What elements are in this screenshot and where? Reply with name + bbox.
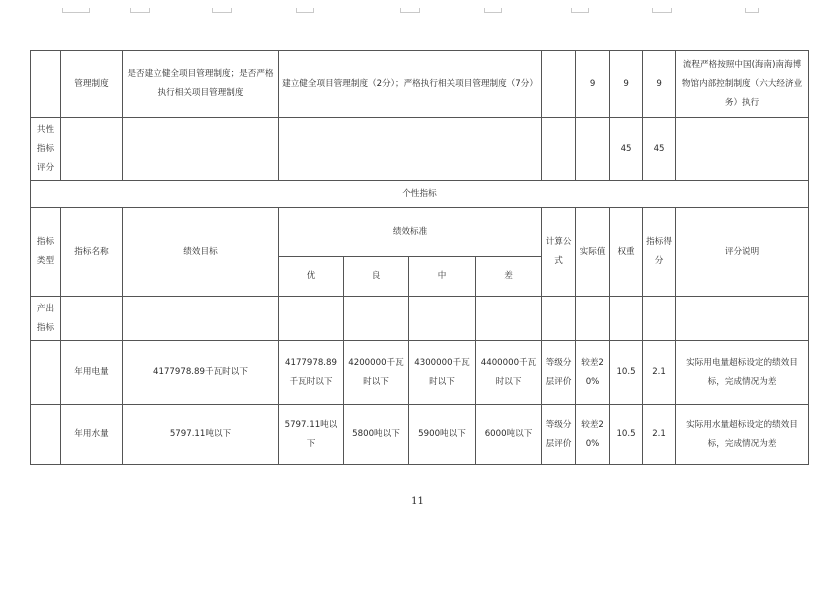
- note-cell: 流程严格按照中国(海南)南海博物馆内部控制制度（六大经济业务）执行: [676, 51, 809, 118]
- empty-cell: [542, 51, 576, 118]
- actual-cell: 较差20%: [576, 405, 610, 465]
- weight-cell: 10.5: [610, 405, 643, 465]
- output-label: 产出指标: [31, 297, 61, 341]
- scan-mark: [571, 8, 589, 13]
- scan-mark: [745, 8, 759, 13]
- empty-cell: [676, 297, 809, 341]
- empty-cell: [31, 405, 61, 465]
- indicator-name-cell: 年用电量: [61, 341, 123, 405]
- section-title: 个性指标: [31, 181, 809, 208]
- empty-cell: [542, 118, 576, 181]
- actual-cell: 较差20%: [576, 341, 610, 405]
- empty-cell: [61, 118, 123, 181]
- scan-mark: [484, 8, 502, 13]
- empty-cell: [676, 118, 809, 181]
- scan-mark: [62, 8, 90, 13]
- empty-cell: [409, 297, 476, 341]
- empty-cell: [610, 297, 643, 341]
- scan-marks: [0, 4, 835, 16]
- performance-table: [30, 50, 809, 465]
- water-row: [31, 405, 809, 465]
- header-row: [31, 208, 809, 257]
- header-medium: 中: [409, 257, 476, 297]
- header-standard: 绩效标准: [279, 208, 542, 257]
- empty-cell: [542, 297, 576, 341]
- section-title-row: [31, 181, 809, 208]
- empty-cell: [61, 297, 123, 341]
- empty-cell: [279, 118, 542, 181]
- scan-mark: [652, 8, 672, 13]
- header-weight: 权重: [610, 208, 643, 297]
- header-excellent: 优: [279, 257, 344, 297]
- empty-cell: [123, 297, 279, 341]
- medium-cell: 4300000千瓦时以下: [409, 341, 476, 405]
- empty-cell: [279, 297, 344, 341]
- poor-cell: 6000吨以下: [476, 405, 542, 465]
- weight-cell: 45: [610, 118, 643, 181]
- target-cell: 4177978.89千瓦时以下: [123, 341, 279, 405]
- medium-cell: 5900吨以下: [409, 405, 476, 465]
- header-score: 指标得分: [643, 208, 676, 297]
- empty-cell: [344, 297, 409, 341]
- indicator-name-cell: 管理制度: [61, 51, 123, 118]
- weight-cell: 10.5: [610, 341, 643, 405]
- scan-mark: [212, 8, 232, 13]
- output-row: [31, 297, 809, 341]
- scan-mark: [400, 8, 420, 13]
- empty-cell: [31, 341, 61, 405]
- header-remark: 评分说明: [676, 208, 809, 297]
- empty-cell: [576, 297, 610, 341]
- empty-cell: [643, 297, 676, 341]
- common-score-row: [31, 118, 809, 181]
- target-cell: 是否建立健全项目管理制度；是否严格执行相关项目管理制度: [123, 51, 279, 118]
- empty-cell: [123, 118, 279, 181]
- header-poor: 差: [476, 257, 542, 297]
- score-cell: 45: [643, 118, 676, 181]
- excellent-cell: 4177978.89千瓦时以下: [279, 341, 344, 405]
- score-cell: 2.1: [643, 405, 676, 465]
- empty-cell: [576, 118, 610, 181]
- poor-cell: 4400000千瓦时以下: [476, 341, 542, 405]
- formula-cell: 等级分层评价: [542, 405, 576, 465]
- remark-cell: 实际用水量超标设定的绩效目标，完成情况为差: [676, 405, 809, 465]
- electricity-row: [31, 341, 809, 405]
- score-cell: 2.1: [643, 341, 676, 405]
- management-row: [31, 51, 809, 118]
- value-cell: 9: [610, 51, 643, 118]
- empty-cell: [476, 297, 542, 341]
- value-cell: 9: [576, 51, 610, 118]
- remark-cell: 实际用电量超标设定的绩效目标，完成情况为差: [676, 341, 809, 405]
- header-type: 指标类型: [31, 208, 61, 297]
- scan-mark: [130, 8, 150, 13]
- header-name: 指标名称: [61, 208, 123, 297]
- header-good: 良: [344, 257, 409, 297]
- excellent-cell: 5797.11吨以下: [279, 405, 344, 465]
- good-cell: 5800吨以下: [344, 405, 409, 465]
- empty-cell: [31, 51, 61, 118]
- header-formula: 计算公式: [542, 208, 576, 297]
- indicator-name-cell: 年用水量: [61, 405, 123, 465]
- page-number: 11: [411, 496, 424, 507]
- good-cell: 4200000千瓦时以下: [344, 341, 409, 405]
- target-cell: 5797.11吨以下: [123, 405, 279, 465]
- header-target: 绩效目标: [123, 208, 279, 297]
- formula-cell: 等级分层评价: [542, 341, 576, 405]
- header-actual: 实际值: [576, 208, 610, 297]
- value-cell: 9: [643, 51, 676, 118]
- scan-mark: [296, 8, 314, 13]
- standard-cell: 建立健全项目管理制度（2分）；严格执行相关项目管理制度（7分）: [279, 51, 542, 118]
- common-score-label: 共性指标评分: [31, 118, 61, 181]
